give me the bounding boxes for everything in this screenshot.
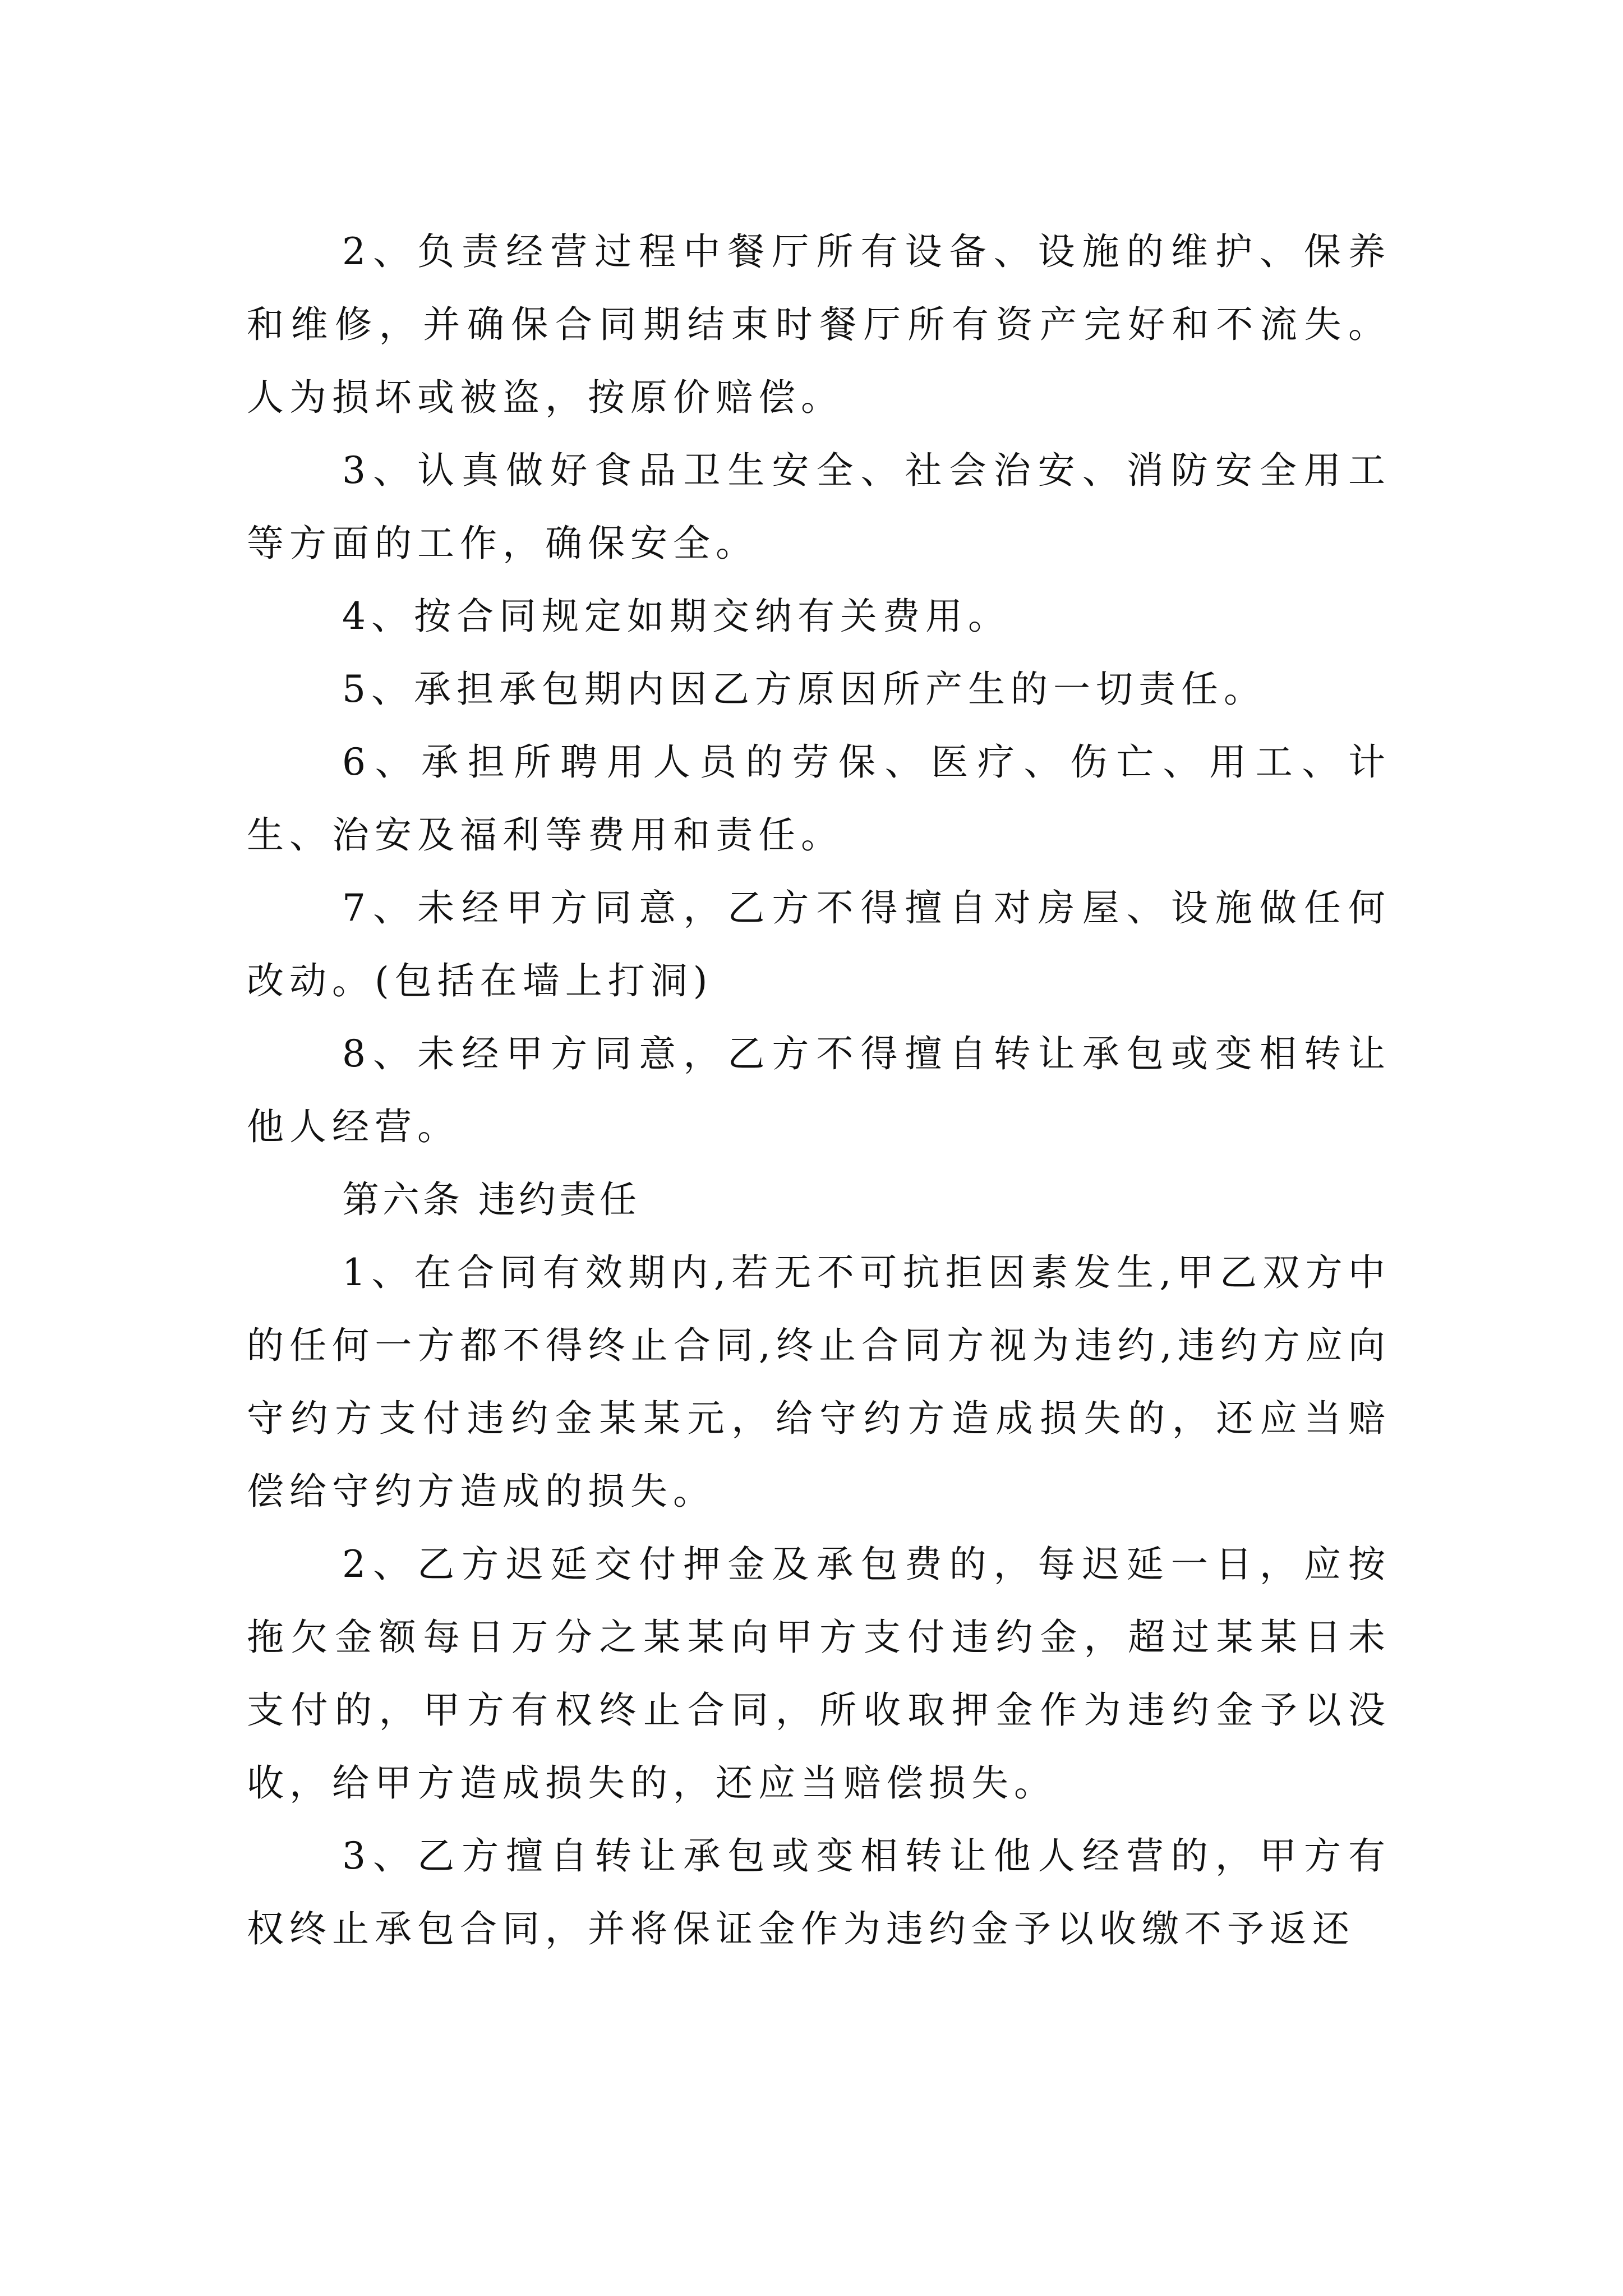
section-heading: 第六条 违约责任	[342, 1178, 640, 1221]
clause-paragraph: 7、未经甲方同意，乙方不得擅自对房屋、设施做任何改动。(包括在墙上打洞)	[247, 886, 1391, 1002]
clause-paragraph: 2、乙方迟延交付押金及承包费的，每迟延一日，应按拖欠金额每日万分之某某向甲方支付违约金，超过某某日未支付的，甲方有权终止合同，所收取押金作为违约金予以没收，给甲方造成损失的，还应当赔偿损失。	[247, 1543, 1391, 1805]
clause-paragraph: 3、认真做好食品卫生安全、社会治安、消防安全用工等方面的工作，确保安全。	[247, 449, 1391, 565]
clause-paragraph: 8、未经甲方同意，乙方不得擅自转让承包或变相转让他人经营。	[247, 1032, 1391, 1148]
clause-paragraph: 5、承担承包期内因乙方原因所产生的一切责任。	[342, 668, 1266, 711]
document-body	[247, 215, 1391, 1966]
clause-paragraph: 3、乙方擅自转让承包或变相转让他人经营的，甲方有权终止承包合同，并将保证金作为违约金予以收缴不予返还	[247, 1834, 1391, 1950]
clause-paragraph: 6、承担所聘用人员的劳保、医疗、伤亡、用工、计生、治安及福利等费用和责任。	[247, 740, 1391, 857]
clause-paragraph: 1、在合同有效期内,若无不可抗拒因素发生,甲乙双方中的任何一方都不得终止合同,终止合同方视为违约,违约方应向守约方支付违约金某某元，给守约方造成损失的，还应当赔偿给守约方造成的损失。	[247, 1251, 1391, 1513]
clause-paragraph: 4、按合同规定如期交纳有关费用。	[342, 595, 1011, 638]
clause-paragraph: 2、负责经营过程中餐厅所有设备、设施的维护、保养和维修，并确保合同期结束时餐厅所有资产完好和不流失。人为损坏或被盗，按原价赔偿。	[247, 230, 1391, 419]
